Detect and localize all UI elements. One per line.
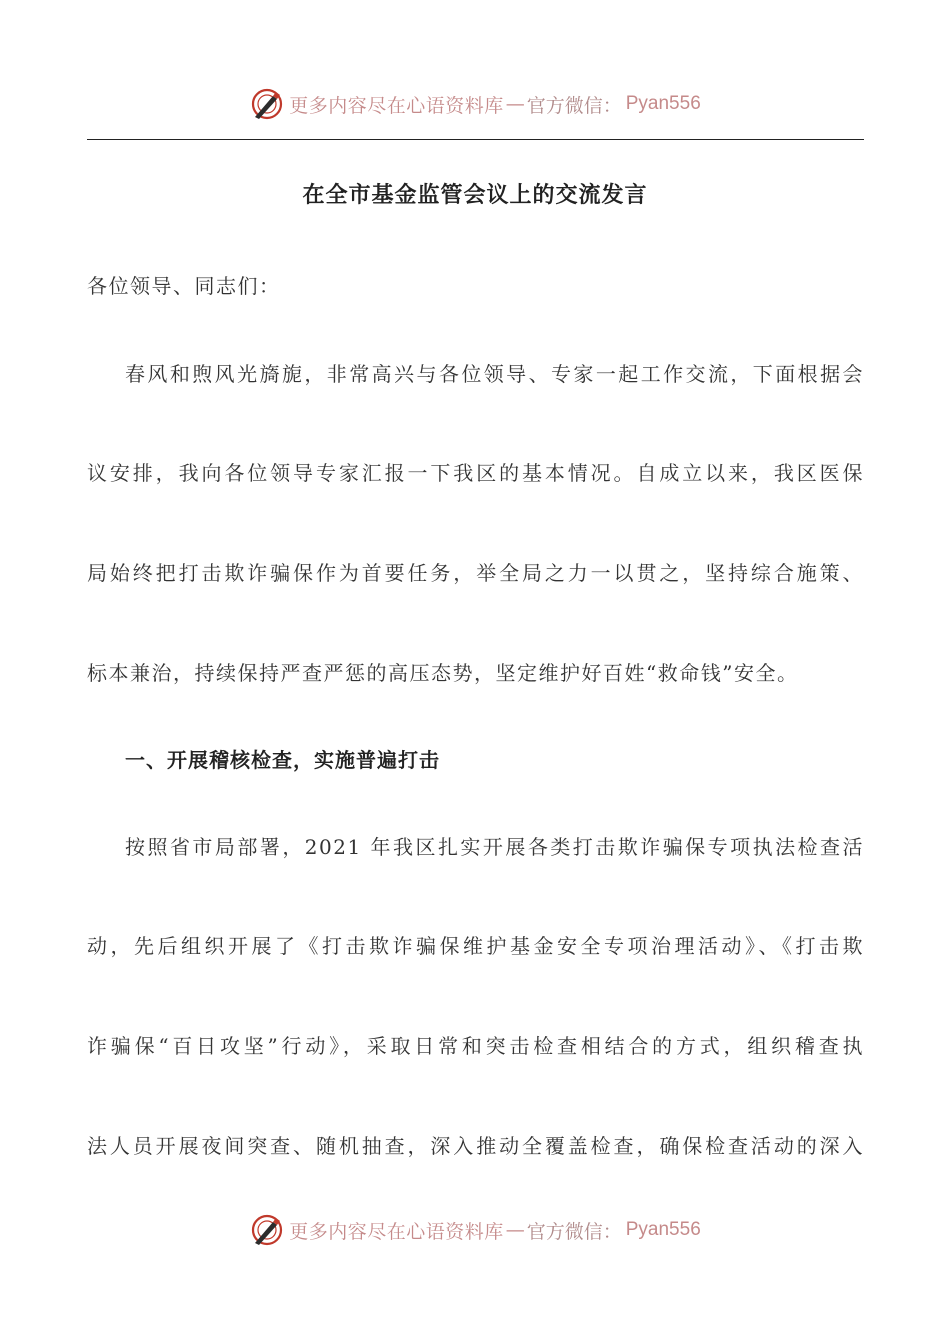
paragraph1-line2: 议安排，我向各位领导专家汇报一下我区的基本情况。自成立以来，我区医保 [87,461,864,485]
paragraph1-line4: 标本兼治，持续保持严查严惩的高压态势，坚定维护好百姓“救命钱”安全。 [87,661,799,685]
paragraph1-line3: 局始终把打击欺诈骗保作为首要任务，举全局之力一以贯之，坚持综合施策、 [87,561,864,585]
pen-logo-icon [249,1212,285,1248]
pen-logo-icon [249,86,285,122]
watermark-id: Pyan556 [625,93,701,114]
watermark-separator: — [505,1219,525,1241]
watermark-separator: — [505,93,525,115]
paragraph2-line4: 法人员开展夜间突查、随机抽查，深入推动全覆盖检查，确保检查活动的深入 [87,1134,864,1158]
header-rule [87,139,864,140]
watermark-text: 更多内容尽在心语资料库 [289,94,504,117]
document-title: 在全市基金监管会议上的交流发言 [302,183,648,208]
paragraph2-line2: 动，先后组织开展了《打击欺诈骗保维护基金安全专项治理活动》、《打击欺 [87,934,864,958]
footer-watermark [0,1210,950,1250]
watermark-sub: 官方微信： [526,1220,622,1243]
watermark-id: Pyan556 [625,1219,701,1240]
salutation: 各位领导、同志们： [87,274,281,298]
paragraph1-line1: 春风和煦风光旖旎，非常高兴与各位领导、专家一起工作交流，下面根据会 [125,362,864,386]
paragraph2-line3: 诈骗保“百日攻坚”行动》，采取日常和突击检查相结合的方式，组织稽查执 [87,1034,864,1058]
paragraph2-line1: 按照省市局部署，2021 年我区扎实开展各类打击欺诈骗保专项执法检查活 [125,835,864,859]
section1-heading: 一、开展稽核检查，实施普遍打击 [125,748,440,772]
watermark-text: 更多内容尽在心语资料库 [289,1220,504,1243]
header-watermark [0,84,950,124]
watermark-sub: 官方微信： [526,94,622,117]
